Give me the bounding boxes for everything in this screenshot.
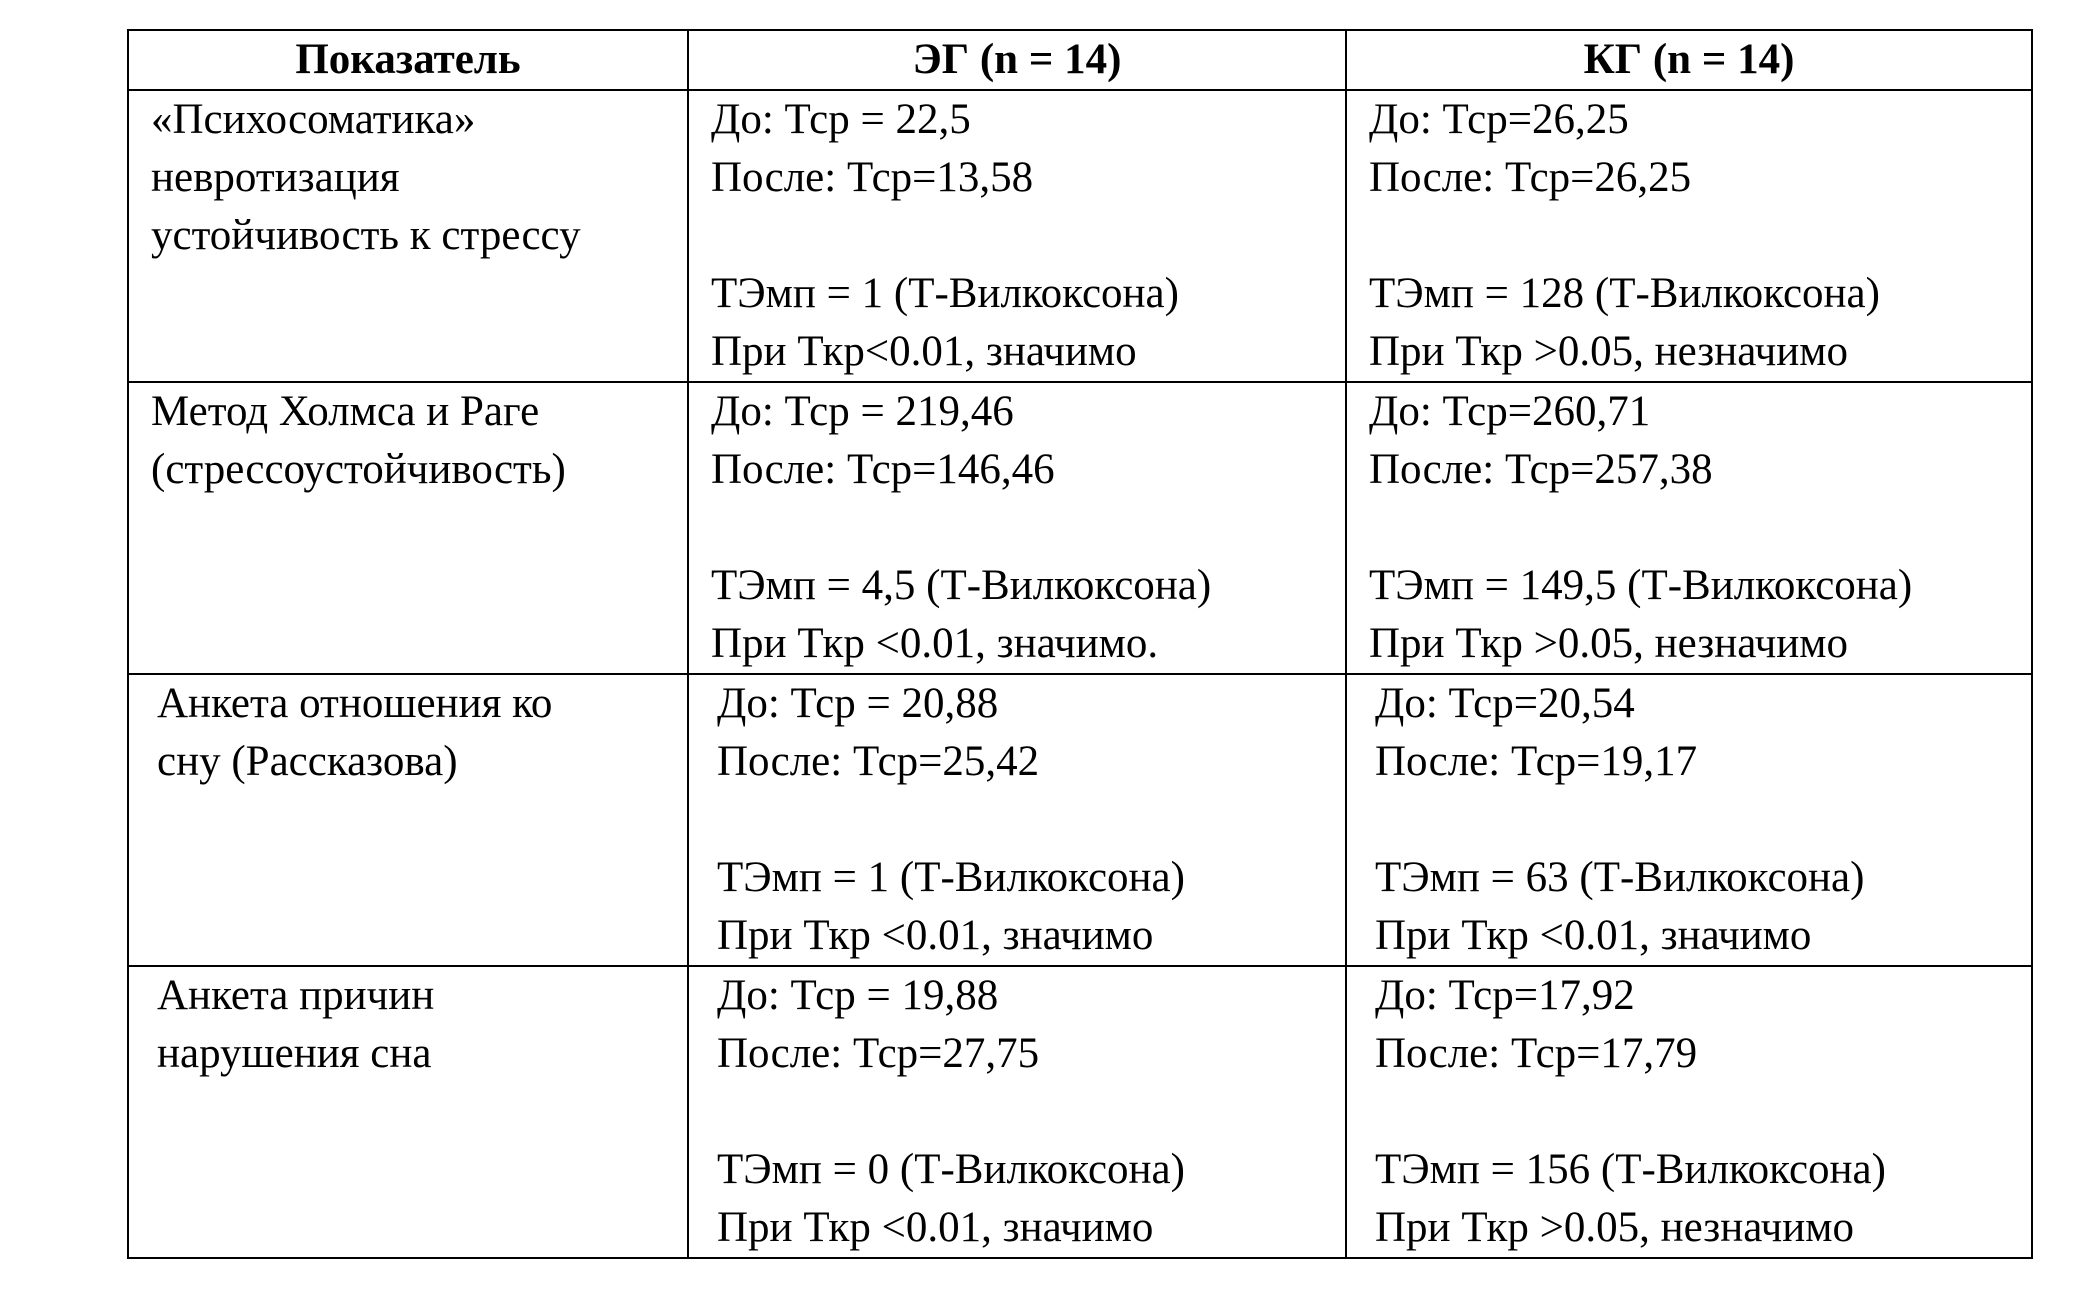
indicator-cell (128, 674, 688, 966)
eg-before: До: Тср = 219,46 (711, 388, 1014, 435)
eg-before: До: Тср = 20,88 (717, 680, 999, 727)
eg-stats-cell (688, 90, 1346, 382)
indicator-line: «Психосоматика» (151, 96, 476, 143)
results-table (127, 29, 2033, 1259)
eg-before: До: Тср = 22,5 (711, 96, 971, 143)
eg-after: После: Тср=25,42 (717, 738, 1040, 785)
eg-stats-cell (688, 674, 1346, 966)
kg-after: После: Тср=19,17 (1375, 738, 1698, 785)
kg-after: После: Тср=26,25 (1369, 154, 1692, 201)
kg-stats-cell (1346, 382, 2032, 674)
indicator-line: сну (Рассказова) (157, 738, 458, 785)
kg-temp: ТЭмп = 156 (Т-Вилкоксона) (1375, 1146, 1886, 1193)
indicator-cell (128, 90, 688, 382)
kg-before: До: Тср=20,54 (1375, 680, 1635, 727)
indicator-line: (стрессоустойчивость) (151, 446, 566, 493)
kg-temp: ТЭмп = 128 (Т-Вилкоксона) (1369, 270, 1880, 317)
indicator-line: устойчивость к стрессу (151, 212, 581, 259)
eg-result: При Ткр<0.01, значимо (711, 328, 1137, 375)
eg-stats-cell (688, 382, 1346, 674)
eg-stats-cell (688, 966, 1346, 1258)
indicator-line: Анкета отношения ко (157, 680, 553, 727)
kg-result: При Ткр >0.05, незначимо (1369, 328, 1848, 375)
header-indicator: Показатель (128, 30, 688, 90)
header-control-group: КГ (n = 14) (1346, 30, 2032, 90)
table-row (128, 382, 2032, 674)
table-row (128, 966, 2032, 1258)
header-experimental-group: ЭГ (n = 14) (688, 30, 1346, 90)
kg-after: После: Тср=17,79 (1375, 1030, 1698, 1077)
kg-before: До: Тср=17,92 (1375, 972, 1635, 1019)
indicator-cell (128, 382, 688, 674)
kg-stats-cell (1346, 966, 2032, 1258)
indicator-line: невротизация (151, 154, 400, 201)
indicator-line: нарушения сна (157, 1030, 432, 1077)
eg-after: После: Тср=13,58 (711, 154, 1034, 201)
kg-stats-cell (1346, 90, 2032, 382)
eg-temp: ТЭмп = 4,5 (Т-Вилкоксона) (711, 562, 1212, 609)
kg-result: При Ткр >0.05, незначимо (1369, 620, 1848, 667)
kg-stats-cell (1346, 674, 2032, 966)
eg-result: При Ткр <0.01, значимо. (711, 620, 1159, 667)
eg-temp: ТЭмп = 1 (Т-Вилкоксона) (711, 270, 1179, 317)
table-header-row (128, 30, 2032, 90)
table-row (128, 674, 2032, 966)
eg-result: При Ткр <0.01, значимо (717, 912, 1154, 959)
eg-after: После: Тср=27,75 (717, 1030, 1040, 1077)
indicator-line: Анкета причин (157, 972, 435, 1019)
results-table-container (127, 29, 2031, 1259)
kg-result: При Ткр >0.05, незначимо (1375, 1204, 1854, 1251)
kg-before: До: Тср=26,25 (1369, 96, 1629, 143)
eg-after: После: Тср=146,46 (711, 446, 1055, 493)
eg-temp: ТЭмп = 1 (Т-Вилкоксона) (717, 854, 1185, 901)
kg-temp: ТЭмп = 63 (Т-Вилкоксона) (1375, 854, 1865, 901)
eg-result: При Ткр <0.01, значимо (717, 1204, 1154, 1251)
eg-temp: ТЭмп = 0 (Т-Вилкоксона) (717, 1146, 1185, 1193)
table-row (128, 90, 2032, 382)
kg-after: После: Тср=257,38 (1369, 446, 1713, 493)
kg-result: При Ткр <0.01, значимо (1375, 912, 1812, 959)
kg-temp: ТЭмп = 149,5 (Т-Вилкоксона) (1369, 562, 1913, 609)
eg-before: До: Тср = 19,88 (717, 972, 999, 1019)
indicator-line: Метод Холмса и Раге (151, 388, 540, 435)
indicator-cell (128, 966, 688, 1258)
kg-before: До: Тср=260,71 (1369, 388, 1651, 435)
